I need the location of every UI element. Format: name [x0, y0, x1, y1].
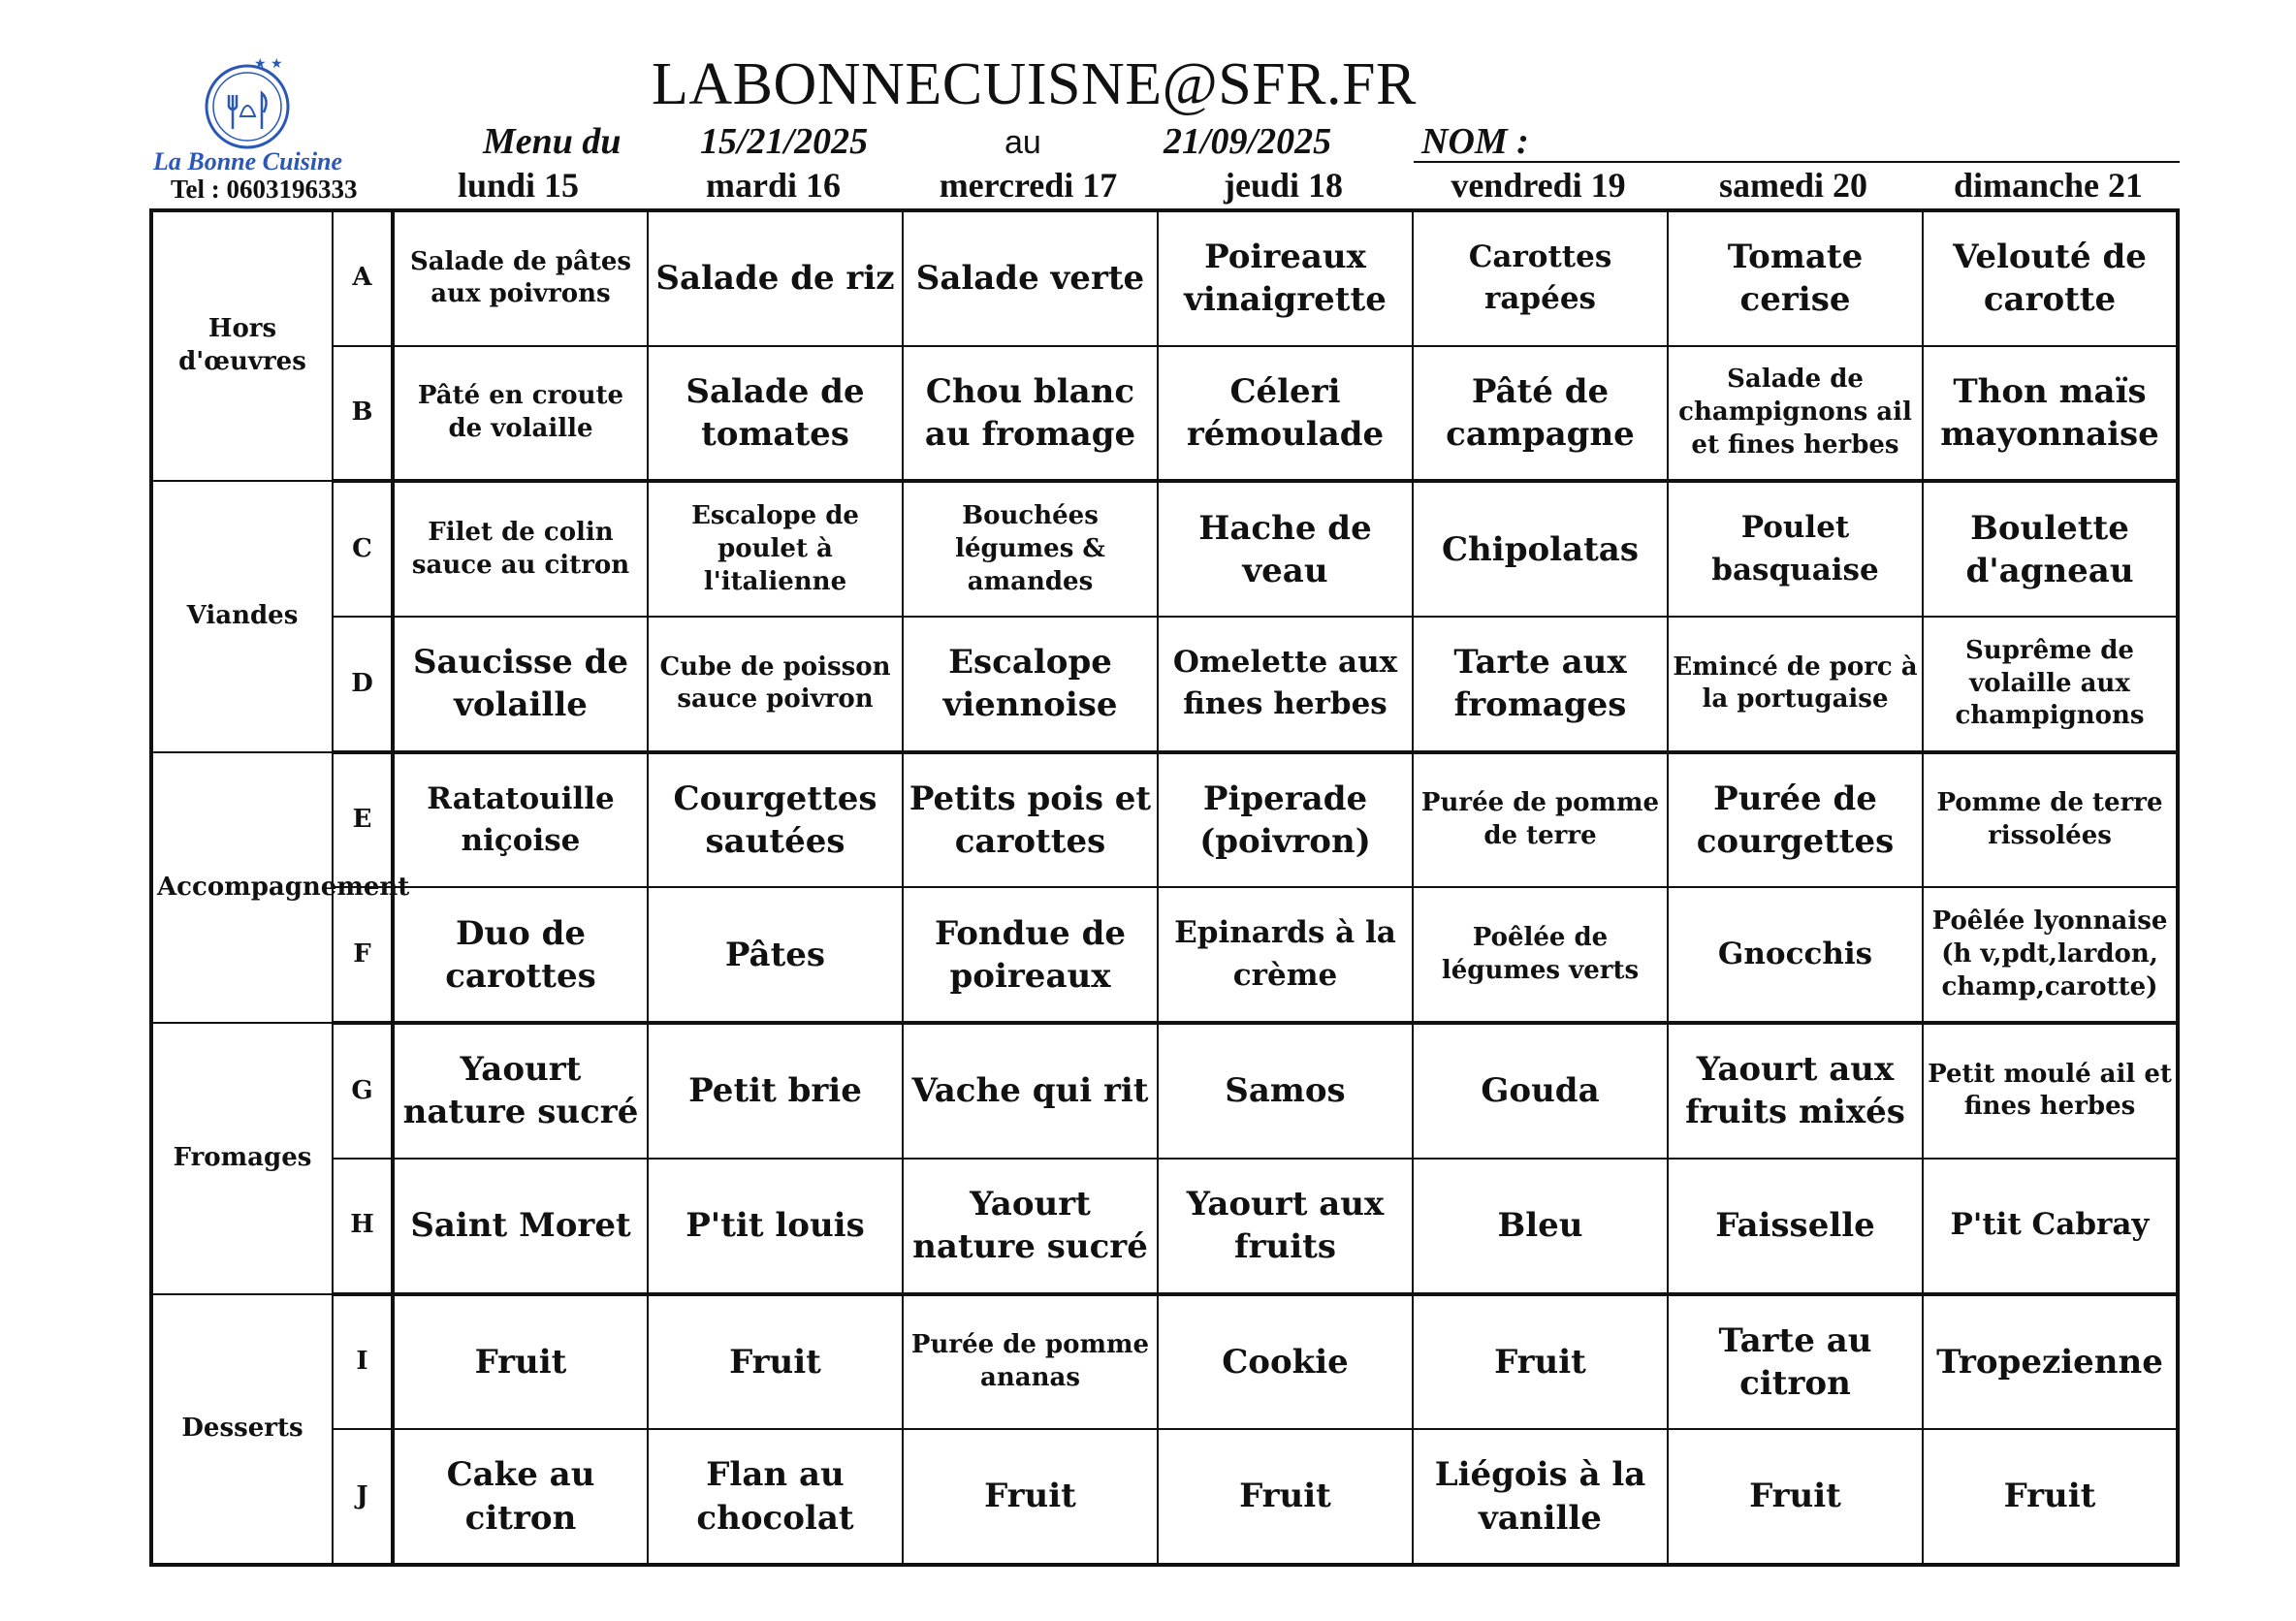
- menu-item: Liégois à la vanille: [1413, 1429, 1668, 1565]
- category-label: Hors d'œuvres: [151, 210, 333, 481]
- menu-item: Salade de tomates: [648, 346, 903, 482]
- menu-item: Poêlée de légumes verts: [1413, 887, 1668, 1023]
- menu-item: P'tit louis: [648, 1159, 903, 1294]
- menu-item: Ratatouille niçoise: [393, 752, 648, 888]
- day-header: samedi 20: [1719, 166, 1867, 205]
- menu-item: Bouchées légumes & amandes: [903, 481, 1158, 617]
- menu-item: Emincé de porc à la portugaise: [1668, 617, 1923, 752]
- menu-item: Cookie: [1158, 1294, 1413, 1430]
- menu-row: [151, 1429, 2178, 1565]
- menu-item: Fruit: [648, 1294, 903, 1430]
- row-letter: I: [333, 1294, 393, 1430]
- menu-item: Fruit: [1923, 1429, 2178, 1565]
- menu-item: Poêlée lyonnaise (h v,pdt,lardon, champ,carotte): [1923, 887, 2178, 1023]
- menu-item: Saint Moret: [393, 1159, 648, 1294]
- menu-item: Poireaux vinaigrette: [1158, 210, 1413, 346]
- day-header: vendredi 19: [1451, 166, 1626, 205]
- row-letter: J: [333, 1429, 393, 1565]
- category-label: Viandes: [151, 481, 333, 751]
- menu-item: Tomate cerise: [1668, 210, 1923, 346]
- category-label: Desserts: [151, 1294, 333, 1565]
- menu-row: [151, 752, 2178, 888]
- nom-label: NOM :: [1421, 121, 1529, 162]
- menu-item: Pâté de campagne: [1413, 346, 1668, 482]
- menu-item: Gnocchis: [1668, 887, 1923, 1023]
- day-header: jeudi 18: [1223, 166, 1343, 205]
- menu-item: Chou blanc au fromage: [903, 346, 1158, 482]
- category-label: Accompagnement: [151, 752, 333, 1023]
- menu-item: Fondue de poireaux: [903, 887, 1158, 1023]
- email-heading: LABONNECUISNE@SFR.FR: [652, 51, 1417, 117]
- day-header: mercredi 17: [939, 166, 1118, 205]
- menu-item: Salade de champignons ail et fines herbes: [1668, 346, 1923, 482]
- menu-item: Yaourt nature sucré: [903, 1159, 1158, 1294]
- menu-item: Escalope viennoise: [903, 617, 1158, 752]
- menu-item: Duo de carottes: [393, 887, 648, 1023]
- menu-item: Gouda: [1413, 1023, 1668, 1159]
- menu-item: Fruit: [1668, 1429, 1923, 1565]
- menu-item: Salade de pâtes aux poivrons: [393, 210, 648, 346]
- menu-item: Fruit: [393, 1294, 648, 1430]
- menu-item: Céleri rémoulade: [1158, 346, 1413, 482]
- menu-item: Fruit: [1413, 1294, 1668, 1430]
- day-header: dimanche 21: [1953, 166, 2143, 205]
- menu-item: Poulet basquaise: [1668, 481, 1923, 617]
- svg-text:★ ★: ★ ★: [254, 56, 283, 72]
- menu-item: Tropezienne: [1923, 1294, 2178, 1430]
- menu-item: Velouté de carotte: [1923, 210, 2178, 346]
- menu-item: Cake au citron: [393, 1429, 648, 1565]
- menu-item: Petits pois et carottes: [903, 752, 1158, 888]
- menu-row: [151, 1294, 2178, 1430]
- row-letter: H: [333, 1159, 393, 1294]
- menu-item: Yaourt aux fruits: [1158, 1159, 1413, 1294]
- row-letter: B: [333, 346, 393, 482]
- date-start: 15/21/2025: [700, 121, 869, 162]
- date-end: 21/09/2025: [1164, 121, 1332, 162]
- row-letter: F: [333, 887, 393, 1023]
- menu-item: Piperade (poivron): [1158, 752, 1413, 888]
- menu-item: Purée de pomme ananas: [903, 1294, 1158, 1430]
- menu-item: P'tit Cabray: [1923, 1159, 2178, 1294]
- menu-item: Yaourt aux fruits mixés: [1668, 1023, 1923, 1159]
- menu-item: Pâtes: [648, 887, 903, 1023]
- menu-item: Salade de riz: [648, 210, 903, 346]
- menu-item: Faisselle: [1668, 1159, 1923, 1294]
- menu-item: Cube de poisson sauce poivron: [648, 617, 903, 752]
- menu-item: Purée de pomme de terre: [1413, 752, 1668, 888]
- menu-item: Yaourt nature sucré: [393, 1023, 648, 1159]
- menu-item: Hache de veau: [1158, 481, 1413, 617]
- menu-item: Petit brie: [648, 1023, 903, 1159]
- menu-item: Omelette aux fines herbes: [1158, 617, 1413, 752]
- row-letter: D: [333, 617, 393, 752]
- menu-row: [151, 1159, 2178, 1294]
- menu-item: Escalope de poulet à l'italienne: [648, 481, 903, 617]
- menu-item: Carottes rapées: [1413, 210, 1668, 346]
- menu-item: Bleu: [1413, 1159, 1668, 1294]
- au-label: au: [1004, 124, 1041, 161]
- menu-item: Fruit: [903, 1429, 1158, 1565]
- menu-item: Epinards à la crème: [1158, 887, 1413, 1023]
- menu-item: Saucisse de volaille: [393, 617, 648, 752]
- menu-item: Vache qui rit: [903, 1023, 1158, 1159]
- menu-item: Pomme de terre rissolées: [1923, 752, 2178, 888]
- logo-name: La Bonne Cuisine: [153, 147, 343, 175]
- day-header: mardi 16: [706, 166, 841, 205]
- row-letter: G: [333, 1023, 393, 1159]
- menu-item: Courgettes sautées: [648, 752, 903, 888]
- menu-item: Purée de courgettes: [1668, 752, 1923, 888]
- menu-item: Fruit: [1158, 1429, 1413, 1565]
- menu-item: Filet de colin sauce au citron: [393, 481, 648, 617]
- category-label: Fromages: [151, 1023, 333, 1293]
- row-letter: E: [333, 752, 393, 888]
- row-letter: C: [333, 481, 393, 617]
- menu-row: [151, 481, 2178, 617]
- menu-item: Chipolatas: [1413, 481, 1668, 617]
- menu-item: Tarte aux fromages: [1413, 617, 1668, 752]
- menu-row: [151, 1023, 2178, 1159]
- menu-item: Petit moulé ail et fines herbes: [1923, 1023, 2178, 1159]
- menu-item: Flan au chocolat: [648, 1429, 903, 1565]
- phone-number: Tel : 0603196333: [171, 175, 358, 204]
- menu-item: Tarte au citron: [1668, 1294, 1923, 1430]
- menu-item: Pâté en croute de volaille: [393, 346, 648, 482]
- chef-cloche-logo-icon: [194, 56, 301, 153]
- menu-du-label: Menu du: [483, 121, 622, 162]
- menu-item: Samos: [1158, 1023, 1413, 1159]
- menu-row: [151, 346, 2178, 482]
- menu-row: [151, 887, 2178, 1023]
- nom-field-line: [1414, 161, 2180, 163]
- menu-row: [151, 210, 2178, 346]
- row-letter: A: [333, 210, 393, 346]
- menu-row: [151, 617, 2178, 752]
- menu-item: Suprême de volaille aux champignons: [1923, 617, 2178, 752]
- menu-table: [149, 208, 2180, 1567]
- menu-item: Thon maïs mayonnaise: [1923, 346, 2178, 482]
- day-header: lundi 15: [457, 166, 580, 205]
- menu-item: Salade verte: [903, 210, 1158, 346]
- menu-item: Boulette d'agneau: [1923, 481, 2178, 617]
